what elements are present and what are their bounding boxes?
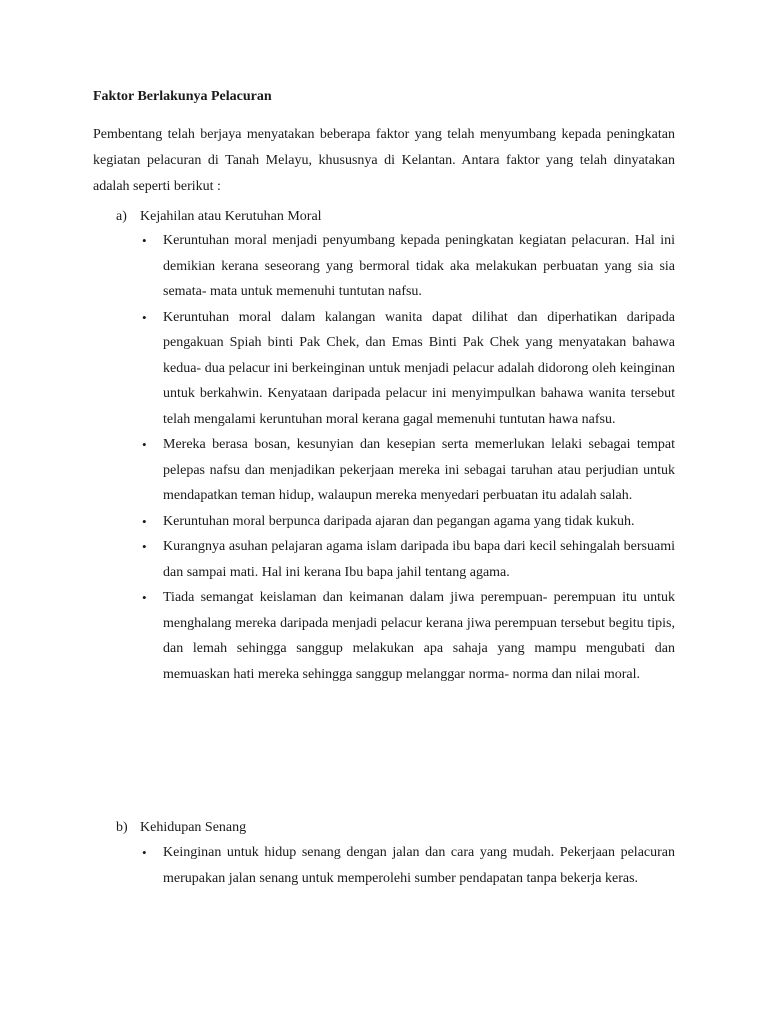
- bullet-icon: •: [142, 590, 147, 605]
- list-item: [140, 305, 675, 433]
- list-item: [140, 432, 675, 509]
- section-heading-a: [116, 207, 322, 227]
- list-item: [140, 840, 675, 891]
- bullet-icon: •: [142, 845, 147, 860]
- section-title: Kejahilan atau Kerutuhan Moral: [140, 209, 322, 224]
- bullet-list-b: [140, 840, 675, 891]
- section-heading-b: [116, 818, 246, 838]
- bullet-icon: •: [142, 437, 147, 452]
- intro-paragraph: Pembentang telah berjaya menyatakan beberapa faktor yang telah menyumbang kepada peningkatan kegiatan pelacuran di Tanah Melayu, khususnya di Kelantan. Antara faktor yang telah dinyatakan adalah seperti berikut :: [93, 127, 675, 194]
- list-item-text: Keruntuhan moral berpunca daripada ajaran dan pegangan agama yang tidak kukuh.: [163, 513, 635, 529]
- list-item-text: Mereka berasa bosan, kesunyian dan kesepian serta memerlukan lelaki sebagai tempat pelepas nafsu dan menjadikan pekerjaan mereka ini sebagai taruhan atau perjudian untuk mendapatkan teman hidup, walaupun mereka menyedari perbuatan itu adalah salah.: [163, 437, 675, 503]
- list-item-text: Tiada semangat keislaman dan keimanan dalam jiwa perempuan- perempuan itu untuk menghalang mereka daripada menjadi pelacur kerana jiwa perempuan tersebut begitu tipis, dan lemah sehingga sanggup melakukan apa sahaja yang mampu mengubati dan memuaskan hati mereka sehingga sanggup melanggar norma- norma dan nilai moral.: [163, 590, 675, 682]
- bullet-icon: •: [142, 539, 147, 554]
- section-title: Kehidupan Senang: [140, 820, 247, 835]
- bullet-icon: •: [142, 309, 147, 325]
- list-item-text: Kurangnya asuhan pelajaran agama islam daripada ibu bapa dari kecil sehingalah bersuami dan sampai mati. Hal ini kerana Ibu bapa jahil tentang agama.: [163, 539, 675, 580]
- list-item: [140, 228, 675, 305]
- bullet-icon: •: [142, 233, 147, 248]
- list-item: [140, 509, 675, 535]
- section-letter: a): [116, 209, 127, 224]
- list-item-text: Keruntuhan moral menjadi penyumbang kepada peningkatan kegiatan pelacuran. Hal ini demikian kerana seseorang yang bermoral tidak aka melakukan perbuatan yang sia sia semata- mata untuk memenuhi tuntutan nafsu.: [163, 233, 675, 299]
- list-item: [140, 534, 675, 585]
- bullet-list-a: [140, 228, 675, 687]
- section-letter: b): [116, 820, 128, 835]
- document-title: Faktor Berlakunya Pelacuran: [93, 89, 272, 104]
- list-item-text: Keinginan untuk hidup senang dengan jalan dan cara yang mudah. Pekerjaan pelacuran merupakan jalan senang untuk memperolehi sumber pendapatan tanpa bekerja keras.: [163, 845, 675, 886]
- bullet-icon: •: [142, 513, 147, 529]
- list-item: [140, 585, 675, 687]
- list-item-text: Keruntuhan moral dalam kalangan wanita dapat dilihat dan diperhatikan daripada pengakuan Spiah binti Pak Chek, dan Emas Binti Pak Chek yang menyatakan bahawa kedua- dua pelacur ini berkeinginan untuk menjadi pelacur adalah didorong oleh keinginan untuk berkahwin. Kenyataan daripada pelacur ini menyimpulkan bahawa wanita tersebut telah mengalami keruntuhan moral kerana gagal memenuhi tuntutan hawa nafsu.: [163, 309, 675, 427]
